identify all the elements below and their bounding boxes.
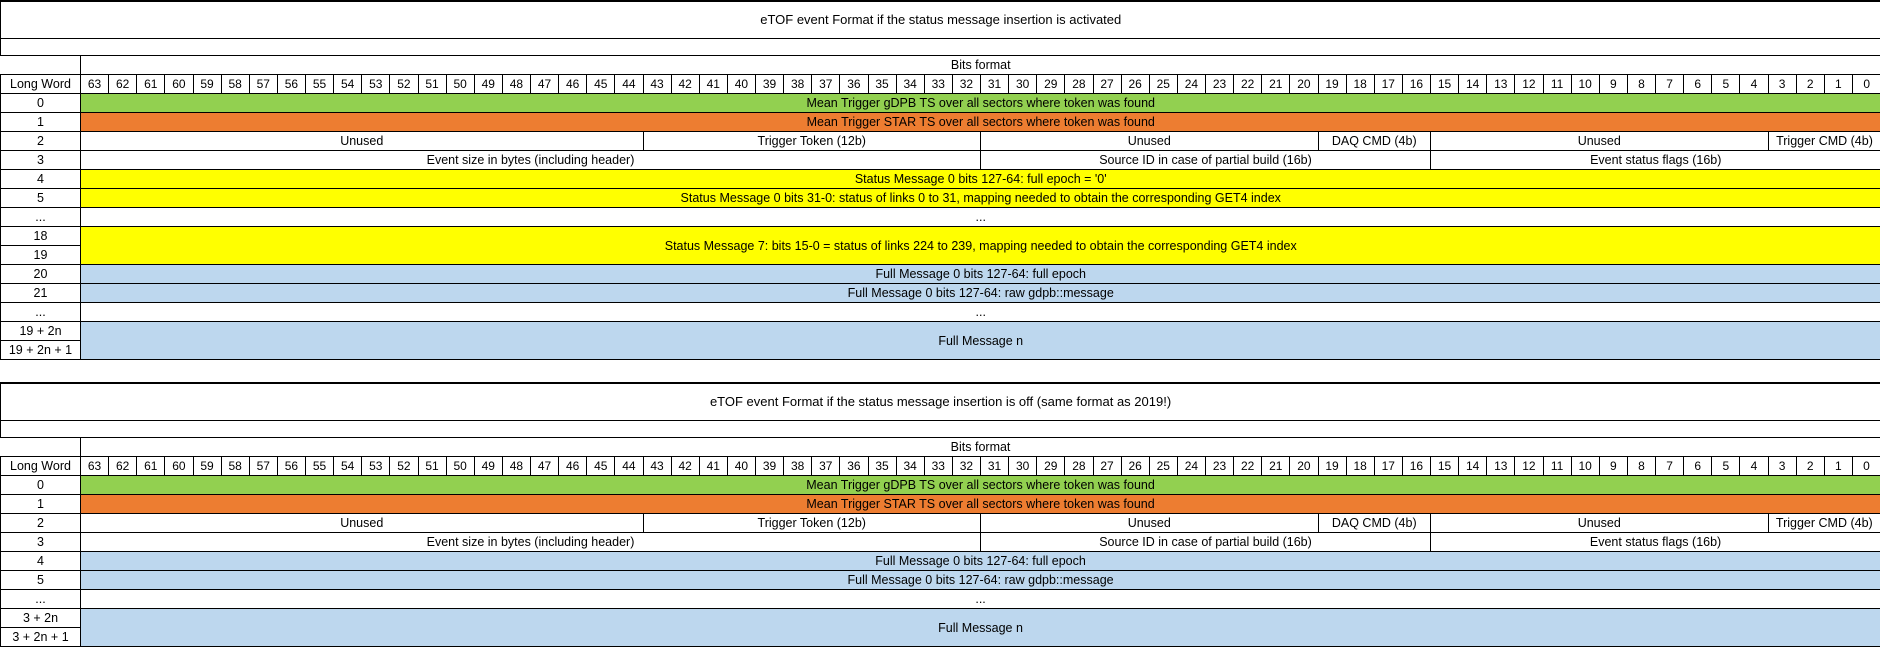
bit-index-cell: 34 bbox=[896, 75, 924, 94]
long-word-index: 21 bbox=[1, 284, 81, 303]
long-word-index: 0 bbox=[1, 476, 81, 495]
bit-index-cell: 40 bbox=[727, 457, 755, 476]
bit-index-cell: 45 bbox=[587, 75, 615, 94]
unused-field: Unused bbox=[1431, 514, 1769, 533]
unused-field: Unused bbox=[981, 514, 1319, 533]
bit-index-cell: 47 bbox=[531, 75, 559, 94]
trigger-token-field: Trigger Token (12b) bbox=[643, 514, 981, 533]
bit-index-row bbox=[1, 457, 1880, 476]
spacer-row bbox=[1, 39, 1880, 56]
bit-index-cell: 55 bbox=[306, 75, 334, 94]
source-id-field: Source ID in case of partial build (16b) bbox=[981, 151, 1431, 170]
bit-index-cell: 11 bbox=[1543, 75, 1571, 94]
bit-index-cell: 43 bbox=[643, 457, 671, 476]
bit-index-cell: 59 bbox=[193, 457, 221, 476]
long-word-index: 5 bbox=[1, 189, 81, 208]
event-size-field: Event size in bytes (including header) bbox=[81, 151, 981, 170]
bit-index-cell: 46 bbox=[559, 75, 587, 94]
long-word-index: 19 bbox=[1, 246, 81, 265]
bit-index-cell: 12 bbox=[1515, 75, 1543, 94]
bit-index-cell: 11 bbox=[1543, 457, 1571, 476]
bit-index-cell: 26 bbox=[1121, 457, 1149, 476]
bit-index-cell: 32 bbox=[952, 457, 980, 476]
bit-index-cell: 16 bbox=[1402, 457, 1430, 476]
bit-index-cell: 47 bbox=[531, 457, 559, 476]
trigger-token-field: Trigger Token (12b) bbox=[643, 132, 981, 151]
table-row bbox=[1, 189, 1880, 208]
bit-index-cell: 12 bbox=[1515, 457, 1543, 476]
table-row bbox=[1, 284, 1880, 303]
long-word-index: 2 bbox=[1, 132, 81, 151]
ellipsis-cell: ... bbox=[81, 590, 1880, 609]
bits-format-header: Bits format bbox=[81, 56, 1880, 75]
bit-index-cell: 0 bbox=[1852, 457, 1880, 476]
bit-index-cell: 17 bbox=[1374, 457, 1402, 476]
table-row bbox=[1, 113, 1880, 132]
bit-index-cell: 58 bbox=[221, 457, 249, 476]
bit-index-cell: 24 bbox=[1177, 457, 1205, 476]
bit-index-cell: 49 bbox=[474, 457, 502, 476]
format-table-status-off bbox=[0, 382, 1880, 647]
bit-index-cell: 39 bbox=[756, 457, 784, 476]
unused-field: Unused bbox=[1431, 132, 1769, 151]
bit-index-cell: 32 bbox=[952, 75, 980, 94]
bit-index-cell: 35 bbox=[868, 75, 896, 94]
full-message-cell: Full Message 0 bits 127-64: full epoch bbox=[81, 265, 1880, 284]
bit-index-cell: 44 bbox=[615, 75, 643, 94]
bit-index-cell: 39 bbox=[756, 75, 784, 94]
ellipsis-cell: ... bbox=[81, 303, 1880, 322]
table-row bbox=[1, 533, 1880, 552]
mean-trigger-star-cell: Mean Trigger STAR TS over all sectors where token was found bbox=[81, 113, 1880, 132]
bit-index-cell: 41 bbox=[699, 457, 727, 476]
bit-index-cell: 28 bbox=[1065, 457, 1093, 476]
bit-index-cell: 4 bbox=[1740, 75, 1768, 94]
bit-index-cell: 34 bbox=[896, 457, 924, 476]
corner-cell bbox=[1, 438, 81, 457]
bit-index-cell: 9 bbox=[1599, 457, 1627, 476]
full-message-cell: Full Message 0 bits 127-64: full epoch bbox=[81, 552, 1880, 571]
bit-index-cell: 3 bbox=[1768, 75, 1796, 94]
bit-index-cell: 8 bbox=[1627, 75, 1655, 94]
bit-index-cell: 52 bbox=[390, 75, 418, 94]
bit-index-cell: 8 bbox=[1627, 457, 1655, 476]
bit-index-cell: 55 bbox=[306, 457, 334, 476]
long-word-index: 18 bbox=[1, 227, 81, 246]
bit-index-cell: 26 bbox=[1121, 75, 1149, 94]
table-row bbox=[1, 208, 1880, 227]
table-row bbox=[1, 303, 1880, 322]
bit-index-cell: 4 bbox=[1740, 457, 1768, 476]
bit-index-cell: 25 bbox=[1149, 457, 1177, 476]
bit-index-cell: 13 bbox=[1487, 457, 1515, 476]
mean-trigger-gdpb-cell: Mean Trigger gDPB TS over all sectors where token was found bbox=[81, 94, 1880, 113]
bit-index-cell: 62 bbox=[109, 75, 137, 94]
long-word-index: 20 bbox=[1, 265, 81, 284]
bit-index-cell: 7 bbox=[1656, 75, 1684, 94]
bit-index-cell: 51 bbox=[418, 457, 446, 476]
full-message-n-cell: Full Message n bbox=[81, 609, 1880, 647]
status-message-cell: Status Message 0 bits 31-0: status of links 0 to 31, mapping needed to obtain the corresponding GET4 index bbox=[81, 189, 1880, 208]
bit-index-cell: 17 bbox=[1374, 75, 1402, 94]
bit-index-cell: 61 bbox=[137, 75, 165, 94]
long-word-header: Long Word bbox=[1, 457, 81, 476]
bit-index-cell: 1 bbox=[1824, 75, 1852, 94]
table-row bbox=[1, 151, 1880, 170]
bit-index-cell: 61 bbox=[137, 457, 165, 476]
bit-index-cell: 50 bbox=[446, 75, 474, 94]
unused-field: Unused bbox=[81, 132, 644, 151]
table-row bbox=[1, 609, 1880, 628]
bit-index-cell: 53 bbox=[362, 75, 390, 94]
bit-index-cell: 37 bbox=[812, 457, 840, 476]
bit-index-cell: 42 bbox=[671, 457, 699, 476]
bit-index-cell: 9 bbox=[1599, 75, 1627, 94]
unused-field: Unused bbox=[81, 514, 644, 533]
bit-index-cell: 7 bbox=[1656, 457, 1684, 476]
table-row bbox=[1, 132, 1880, 151]
bit-index-cell: 2 bbox=[1796, 75, 1824, 94]
long-word-index: 4 bbox=[1, 552, 81, 571]
ellipsis-cell: ... bbox=[81, 208, 1880, 227]
long-word-index: 5 bbox=[1, 571, 81, 590]
bit-index-cell: 5 bbox=[1712, 457, 1740, 476]
bit-index-cell: 6 bbox=[1684, 75, 1712, 94]
bit-index-cell: 18 bbox=[1346, 75, 1374, 94]
bit-index-cell: 31 bbox=[981, 457, 1009, 476]
long-word-index: 4 bbox=[1, 170, 81, 189]
daq-cmd-field: DAQ CMD (4b) bbox=[1318, 132, 1431, 151]
bit-index-cell: 60 bbox=[165, 75, 193, 94]
bit-index-cell: 40 bbox=[727, 75, 755, 94]
bit-index-cell: 37 bbox=[812, 75, 840, 94]
bit-index-cell: 44 bbox=[615, 457, 643, 476]
bit-index-cell: 10 bbox=[1571, 75, 1599, 94]
long-word-index: 3 + 2n bbox=[1, 609, 81, 628]
status-message-cell: Status Message 7: bits 15-0 = status of links 224 to 239, mapping needed to obtain the corresponding GET4 index bbox=[81, 227, 1880, 265]
bit-index-cell: 46 bbox=[559, 457, 587, 476]
bit-index-cell: 31 bbox=[981, 75, 1009, 94]
table-title: eTOF event Format if the status message insertion is activated bbox=[1, 1, 1880, 39]
bit-index-cell: 10 bbox=[1571, 457, 1599, 476]
bit-index-cell: 60 bbox=[165, 457, 193, 476]
full-message-cell: Full Message 0 bits 127-64: raw gdpb::message bbox=[81, 571, 1880, 590]
bit-index-cell: 36 bbox=[840, 75, 868, 94]
bit-index-cell: 14 bbox=[1459, 457, 1487, 476]
bits-format-header: Bits format bbox=[81, 438, 1880, 457]
bit-index-cell: 0 bbox=[1852, 75, 1880, 94]
table-title: eTOF event Format if the status message insertion is off (same format as 2019!) bbox=[1, 383, 1880, 421]
event-status-flags-field: Event status flags (16b) bbox=[1431, 533, 1880, 552]
bit-index-cell: 14 bbox=[1459, 75, 1487, 94]
mean-trigger-gdpb-cell: Mean Trigger gDPB TS over all sectors where token was found bbox=[81, 476, 1880, 495]
table-row bbox=[1, 94, 1880, 113]
bit-index-cell: 21 bbox=[1262, 75, 1290, 94]
table-row bbox=[1, 170, 1880, 189]
bit-index-row bbox=[1, 75, 1880, 94]
bit-index-cell: 52 bbox=[390, 457, 418, 476]
bit-index-cell: 57 bbox=[249, 457, 277, 476]
long-word-header: Long Word bbox=[1, 75, 81, 94]
bit-index-cell: 18 bbox=[1346, 457, 1374, 476]
unused-field: Unused bbox=[981, 132, 1319, 151]
long-word-index: 3 bbox=[1, 151, 81, 170]
bit-index-cell: 49 bbox=[474, 75, 502, 94]
bit-index-cell: 21 bbox=[1262, 457, 1290, 476]
bit-index-cell: 33 bbox=[924, 75, 952, 94]
table-row bbox=[1, 265, 1880, 284]
daq-cmd-field: DAQ CMD (4b) bbox=[1318, 514, 1431, 533]
bit-index-cell: 13 bbox=[1487, 75, 1515, 94]
bit-index-cell: 48 bbox=[502, 457, 530, 476]
bit-index-cell: 22 bbox=[1234, 75, 1262, 94]
bit-index-cell: 27 bbox=[1093, 75, 1121, 94]
long-word-index: 19 + 2n bbox=[1, 322, 81, 341]
bit-index-cell: 16 bbox=[1402, 75, 1430, 94]
bit-index-cell: 38 bbox=[784, 457, 812, 476]
trigger-cmd-field: Trigger CMD (4b) bbox=[1768, 132, 1880, 151]
full-message-n-cell: Full Message n bbox=[81, 322, 1880, 360]
bit-index-cell: 50 bbox=[446, 457, 474, 476]
status-message-cell: Status Message 0 bits 127-64: full epoch = '0' bbox=[81, 170, 1880, 189]
bit-index-cell: 28 bbox=[1065, 75, 1093, 94]
bit-index-cell: 29 bbox=[1037, 75, 1065, 94]
bit-index-cell: 54 bbox=[334, 75, 362, 94]
bit-index-cell: 5 bbox=[1712, 75, 1740, 94]
bit-index-cell: 25 bbox=[1149, 75, 1177, 94]
bit-index-cell: 30 bbox=[1009, 457, 1037, 476]
bit-index-cell: 59 bbox=[193, 75, 221, 94]
bit-index-cell: 19 bbox=[1318, 457, 1346, 476]
table-row bbox=[1, 552, 1880, 571]
bit-index-cell: 2 bbox=[1796, 457, 1824, 476]
bit-index-cell: 41 bbox=[699, 75, 727, 94]
bit-index-cell: 62 bbox=[109, 457, 137, 476]
bit-index-cell: 56 bbox=[277, 457, 305, 476]
bit-index-cell: 29 bbox=[1037, 457, 1065, 476]
bit-index-cell: 19 bbox=[1318, 75, 1346, 94]
bit-index-cell: 56 bbox=[277, 75, 305, 94]
event-size-field: Event size in bytes (including header) bbox=[81, 533, 981, 552]
long-word-index: 19 + 2n + 1 bbox=[1, 341, 81, 360]
full-message-cell: Full Message 0 bits 127-64: raw gdpb::message bbox=[81, 284, 1880, 303]
bit-index-cell: 58 bbox=[221, 75, 249, 94]
long-word-index: ... bbox=[1, 590, 81, 609]
bit-index-cell: 3 bbox=[1768, 457, 1796, 476]
bit-index-cell: 36 bbox=[840, 457, 868, 476]
mean-trigger-star-cell: Mean Trigger STAR TS over all sectors where token was found bbox=[81, 495, 1880, 514]
bit-index-cell: 6 bbox=[1684, 457, 1712, 476]
bit-index-cell: 23 bbox=[1206, 75, 1234, 94]
table-row bbox=[1, 476, 1880, 495]
bit-index-cell: 15 bbox=[1431, 75, 1459, 94]
bit-index-cell: 1 bbox=[1824, 457, 1852, 476]
long-word-index: ... bbox=[1, 303, 81, 322]
bit-index-cell: 53 bbox=[362, 457, 390, 476]
long-word-index: 3 bbox=[1, 533, 81, 552]
bit-index-cell: 20 bbox=[1290, 75, 1318, 94]
bit-index-cell: 24 bbox=[1177, 75, 1205, 94]
long-word-index: 3 + 2n + 1 bbox=[1, 628, 81, 647]
bit-index-cell: 15 bbox=[1431, 457, 1459, 476]
bit-index-cell: 38 bbox=[784, 75, 812, 94]
bit-index-cell: 54 bbox=[334, 457, 362, 476]
long-word-index: ... bbox=[1, 208, 81, 227]
long-word-index: 2 bbox=[1, 514, 81, 533]
table-row bbox=[1, 571, 1880, 590]
bit-index-cell: 27 bbox=[1093, 457, 1121, 476]
spacer-row bbox=[1, 421, 1880, 438]
table-row bbox=[1, 322, 1880, 341]
bit-index-cell: 22 bbox=[1234, 457, 1262, 476]
bit-index-cell: 51 bbox=[418, 75, 446, 94]
long-word-index: 0 bbox=[1, 94, 81, 113]
bit-index-cell: 42 bbox=[671, 75, 699, 94]
bit-index-cell: 48 bbox=[502, 75, 530, 94]
bit-index-cell: 43 bbox=[643, 75, 671, 94]
bit-index-cell: 63 bbox=[81, 75, 109, 94]
table-row bbox=[1, 514, 1880, 533]
bit-index-cell: 30 bbox=[1009, 75, 1037, 94]
trigger-cmd-field: Trigger CMD (4b) bbox=[1768, 514, 1880, 533]
bit-index-cell: 45 bbox=[587, 457, 615, 476]
bit-index-cell: 23 bbox=[1206, 457, 1234, 476]
corner-cell bbox=[1, 56, 81, 75]
table-row bbox=[1, 227, 1880, 246]
bit-index-cell: 33 bbox=[924, 457, 952, 476]
event-status-flags-field: Event status flags (16b) bbox=[1431, 151, 1880, 170]
bit-index-cell: 63 bbox=[81, 457, 109, 476]
long-word-index: 1 bbox=[1, 495, 81, 514]
source-id-field: Source ID in case of partial build (16b) bbox=[981, 533, 1431, 552]
long-word-index: 1 bbox=[1, 113, 81, 132]
table-row bbox=[1, 590, 1880, 609]
bit-index-cell: 20 bbox=[1290, 457, 1318, 476]
bit-index-cell: 57 bbox=[249, 75, 277, 94]
table-row bbox=[1, 495, 1880, 514]
bit-index-cell: 35 bbox=[868, 457, 896, 476]
